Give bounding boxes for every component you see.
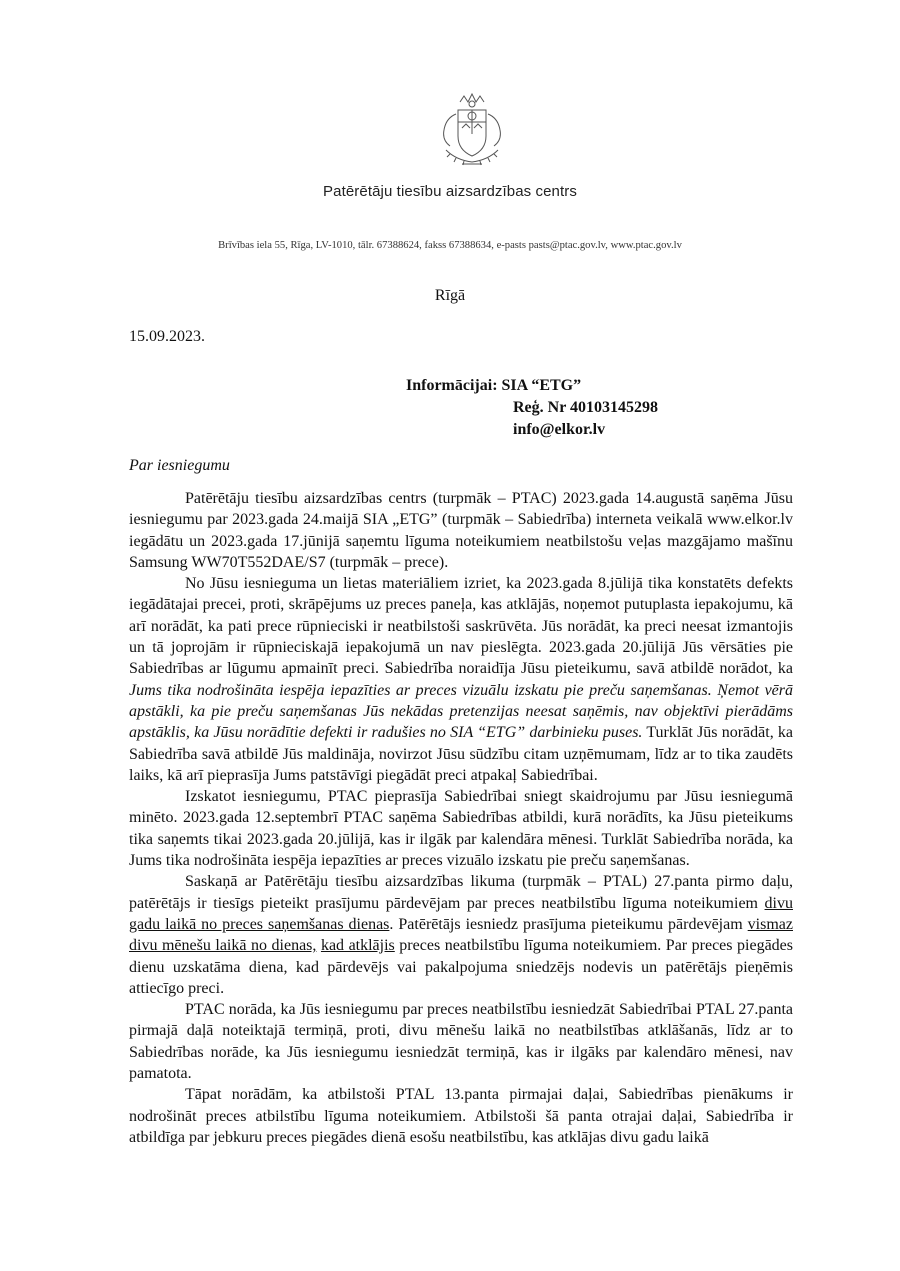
paragraph-2-quote: Jums tika nodrošināta iespēja iepazīties ar preces vizuālu izskatu pie preču saņemšanas. Ņemot vērā apstākli, ka pie preču saņemšanas Jūs nekādas pretenzijas neesat saņēmis, nav objektīvi pierādāms apstāklis, ka Jūsu norādītie defekti ir radušies no SIA “ETG” darbinieku puses.	[129, 681, 793, 742]
paragraph-4-text-b: . Patērētājs iesniedz prasījuma pieteikumu pārdevējam	[389, 915, 748, 933]
letter-body	[129, 488, 793, 1148]
paragraph-2-text-b: Turklāt Jūs norādāt, ka Sabiedrība savā atbildē Jūs maldināja, novirzot Jūsu sūdzību citam uzņēmumam, līdz ar to tika zaudēts laiks, kā arī pieprasīja Jums patstāvīgi piegādāt preci atpakaļ Sabiedrībai.	[129, 724, 794, 784]
recipient-email: info@elkor.lv	[513, 421, 606, 438]
letter-city: Rīgā	[434, 287, 466, 304]
paragraph-5: PTAC norāda, ka Jūs iesniegumu par preces neatbilstību iesniedzāt Sabiedrībai PTAL 27.panta pirmajā daļā noteiktajā termiņā, proti, divu mēnešu laikā no neatbilstības atklāšanās, līdz ar to Sabiedrības norāde, ka Jūs iesniegumu iesniedzāt termiņā, kas ir ilgāks par kalendāro mēnesi, nav pamatota.	[129, 1001, 793, 1083]
paragraph-3: Izskatot iesniegumu, PTAC pieprasīja Sabiedrībai sniegt skaidrojumu par Jūsu iesniegumā minēto. 2023.gada 12.septembrī PTAC saņēma Sabiedrības atbildi, kurā norādīts, ka Jūsu pieteikums tika saņemts tikai 2023.gada 20.jūlijā, kas ir ilgāk par kalendāra mēnesi. Turklāt Sabiedrība norāda, ka Jums tika nodrošināta iespēja iepazīties ar preces vizuālo izskatu pie preču saņemšanas.	[129, 788, 793, 870]
letter-date: 15.09.2023.	[129, 328, 205, 345]
paragraph-4-underline-3: kad atklājis	[320, 937, 395, 955]
paragraph-1: Patērētāju tiesību aizsardzības centrs (turpmāk – PTAC) 2023.gada 14.augustā saņēma Jūsu iesniegumu par 2023.gada 24.maijā SIA „ETG” (turpmāk – Sabiedrība) interneta veikalā www.elkor.lv iegādātu un 2023.gada 17.jūnijā saņemtu līguma noteikumiem neatbilstošu veļas mazgājamo mašīnu Samsung WW70T552DAE/S7 (turpmāk – prece).	[129, 490, 793, 571]
coat-of-arms-icon	[434, 88, 510, 174]
agency-name: Patērētāju tiesību aizsardzības centrs	[323, 183, 577, 200]
paragraph-4-underline-2: vismaz divu mēnešu laikā no dienas,	[129, 915, 793, 955]
recipient-block	[406, 375, 658, 441]
paragraph-2-text-a: No Jūsu iesnieguma un lietas materiāliem izriet, ka 2023.gada 8.jūlijā tika konstatēts defekts iegādātajai precei, proti, skrāpējums uz preces paneļa, kas atklājās, noņemot putuplasta iepakojumu, kā arī norādāt, ka pati prece rūpnieciski ir neatbilstoši saskrūvēta. Jūs norādāt, ka preci neesat izmantojis un tā joprojām ir rūpnieciskajā iepakojumā un nav pieslēgta. 2023.gada 20.jūlijā Jūs vērsāties pie Sabiedrības ar lūgumu apmainīt preci. Sabiedrība noraidīja Jūsu pieteikumu, savā atbildē norādot, ka	[129, 575, 793, 678]
letter-subject: Par iesniegumu	[129, 457, 230, 474]
paragraph-4-text-a: Saskaņā ar Patērētāju tiesību aizsardzības likuma (turpmāk – PTAL) 27.panta pirmo daļu, patērētājs ir tiesīgs pieteikt prasījumu pārdevējam par preces neatbilstību līguma noteikumiem	[129, 873, 793, 912]
paragraph-4-underline-1: divu gadu laikā no preces saņemšanas dienas	[129, 894, 793, 933]
paragraph-4-text-d: preces neatbilstību līguma noteikumiem. Par preces piegādes dienu uzskatāma diena, kad pārdevējs vai pakalpojuma sniedzējs nodevis un patērētājs pieņēmis attiecīgo preci.	[129, 937, 794, 997]
paragraph-2	[129, 573, 793, 786]
paragraph-6: Tāpat norādām, ka atbilstoši PTAL 13.panta pirmajai daļai, Sabiedrības pienākums ir nodrošināt preces atbilstību līguma noteikumiem. Atbilstoši šā panta otrajai daļai, Sabiedrība ir atbildīga par jebkuru preces piegādes dienā esošu neatbilstību, kas atklājas divu gadu laikā	[129, 1086, 793, 1146]
recipient-line-1: Informācijai: SIA “ETG”	[406, 377, 582, 394]
contact-line: Brīvības iela 55, Rīga, LV-1010, tālr. 67388624, fakss 67388634, e-pasts pasts@ptac.gov.lv, www.ptac.gov.lv	[218, 240, 682, 251]
recipient-reg-nr: Reģ. Nr 40103145298	[513, 399, 659, 416]
paragraph-4	[129, 871, 793, 999]
